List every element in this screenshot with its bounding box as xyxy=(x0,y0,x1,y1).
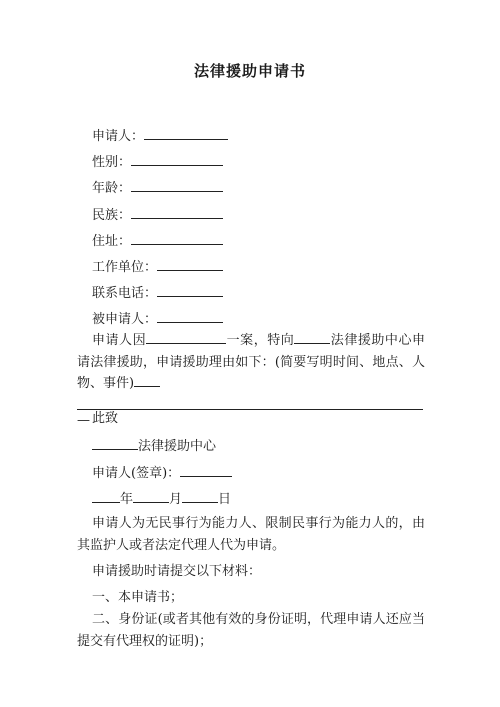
blank-signature xyxy=(180,463,232,477)
request-text: 一案，特向 xyxy=(226,333,295,348)
blank-line xyxy=(157,309,223,323)
closing-date xyxy=(92,489,231,509)
date-year-label: 年 xyxy=(120,492,134,507)
blank-day xyxy=(182,489,218,503)
field-phone xyxy=(92,283,228,309)
document-title: 法律援助申请书 xyxy=(193,62,306,80)
field-label: 联系电话： xyxy=(92,286,158,302)
materials-item-2: 二、身份证(或者其他有效的身份证明，代理申请人还应当提交有代理权的证明)； xyxy=(77,612,425,649)
blank-reason xyxy=(134,373,160,387)
applicant-info-fields xyxy=(92,126,228,336)
center-label: 法律援助中心 xyxy=(138,439,217,454)
materials-item-1: 一、本申请书； xyxy=(92,590,184,605)
field-label: 被申请人： xyxy=(92,312,158,328)
field-label: 民族： xyxy=(92,207,132,223)
closing-zhici: 此致 xyxy=(92,411,119,426)
date-month-label: 月 xyxy=(169,492,183,507)
field-address xyxy=(92,231,228,257)
blank-line xyxy=(131,205,223,219)
field-label: 性别： xyxy=(92,155,132,171)
field-workplace xyxy=(92,257,228,283)
closing-signature xyxy=(92,463,232,483)
date-day-label: 日 xyxy=(218,492,232,507)
closing-center xyxy=(92,436,216,456)
signature-label: 申请人(签章)： xyxy=(92,466,181,481)
blank-line xyxy=(131,178,223,192)
blank-line xyxy=(131,152,223,166)
blank-month xyxy=(133,489,169,503)
blank-reason-line xyxy=(77,395,423,410)
guardian-note: 申请人为无民事行为能力人、限制民事行为能力人的，由其监护人或者法定代理人代为申请。 xyxy=(77,516,425,553)
field-ethnicity xyxy=(92,205,228,231)
blank-center xyxy=(294,330,330,344)
field-applicant xyxy=(92,126,228,152)
field-label: 住址： xyxy=(92,233,132,249)
blank-line xyxy=(157,283,223,297)
blank-center-name xyxy=(92,436,138,450)
materials-intro: 申请援助时请提交以下材料： xyxy=(92,564,262,579)
field-gender xyxy=(92,152,228,178)
field-age xyxy=(92,178,228,204)
request-tail: — xyxy=(77,412,90,428)
blank-line xyxy=(144,126,228,140)
request-text: 法律援助中心申请法律援助，申请援助理由如下：(简要写明时间、地点、人物、事件) xyxy=(77,333,425,391)
field-label: 年龄： xyxy=(92,181,132,197)
blank-line xyxy=(131,231,223,245)
request-paragraph xyxy=(77,330,425,431)
field-label: 工作单位： xyxy=(92,259,158,275)
blank-line xyxy=(157,257,223,271)
blank-year xyxy=(92,489,120,503)
blank-case xyxy=(146,330,226,344)
request-text: 申请人因 xyxy=(92,333,147,348)
field-label: 申请人： xyxy=(92,129,145,144)
